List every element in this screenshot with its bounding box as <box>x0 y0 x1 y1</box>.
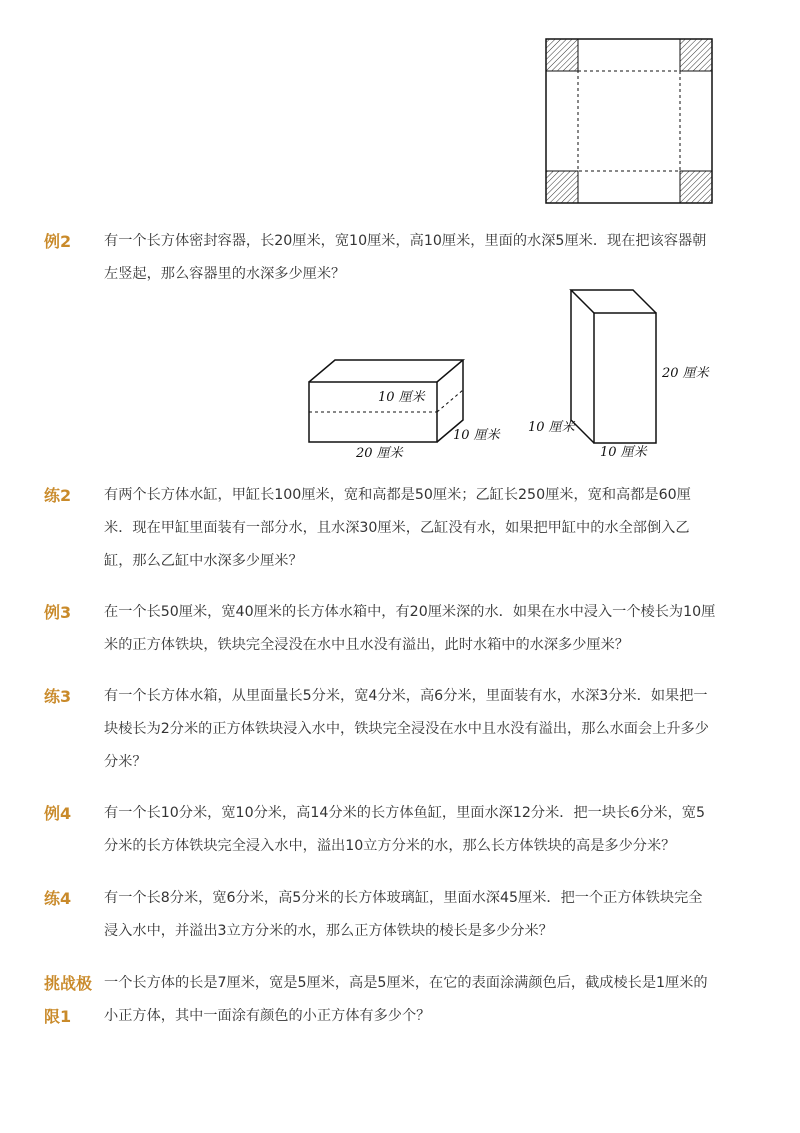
corner-square-tl <box>546 39 578 71</box>
horizontal-box <box>309 360 501 461</box>
box-length-label: 20 厘米 <box>356 446 403 461</box>
problem-text: 一个长方体的长是7厘米，宽是5厘米，高是5厘米，在它的表面涂满颜色后，截成棱长是1厘米的小正方体，其中一面涂有颜色的小正方体有多少个？ <box>104 975 708 1024</box>
problem-tag: 练2 <box>44 486 72 505</box>
corner-square-tr <box>680 39 712 71</box>
box-width-label: 10 厘米 <box>453 428 500 443</box>
problem-text: 有一个长8分米，宽6分米，高5分米的长方体玻璃缸，里面水深45厘米．把一个正方体铁块完全浸入水中，并溢出3立方分米的水，那么正方体铁块的棱长是多少分米？ <box>104 890 703 939</box>
upright-box <box>528 290 710 460</box>
upright-depth-label: 10 厘米 <box>528 420 575 435</box>
problem-tag: 练3 <box>44 687 72 706</box>
box-height-label: 10 厘米 <box>378 390 425 405</box>
sheet-diagram <box>0 0 800 220</box>
problem-text: 在一个长50厘米，宽40厘米的长方体水箱中，有20厘米深的水．如果在水中浸入一个棱长为10厘米的正方体铁块，铁块完全浸没在水中且水没有溢出，此时水箱中的水深多少厘米？ <box>104 604 716 653</box>
corner-square-bl <box>546 171 578 203</box>
problem-text: 有两个长方体水缸，甲缸长100厘米，宽和高都是50厘米；乙缸长250厘米，宽和高都是60厘米．现在甲缸里面装有一部分水，且水深30厘米，乙缸没有水，如果把甲缸中的水全部倒入乙缸，那么乙缸中水深多少厘米？ <box>104 487 691 569</box>
fold-lines <box>578 71 680 171</box>
problem-tag: 例4 <box>44 804 72 823</box>
problem-tag: 练4 <box>44 889 72 908</box>
problem-tag: 例2 <box>44 232 72 251</box>
corner-square-br <box>680 171 712 203</box>
problem-text: 有一个长10分米，宽10分米，高14分米的长方体鱼缸，里面水深12分米．把一块长6分米，宽5分米的长方体铁块完全浸入水中，溢出10立方分米的水，那么长方体铁块的高是多少分米？ <box>104 805 706 854</box>
problem-text: 有一个长方体水箱，从里面量长5分米，宽4分米，高6分米，里面装有水，水深3分米．如果把一块棱长为2分米的正方体铁块浸入水中，铁块完全浸没在水中且水没有溢出，那么水面会上升多少分米？ <box>104 688 709 770</box>
problem-tag: 例3 <box>44 603 72 622</box>
container-diagrams <box>0 285 800 465</box>
upright-height-label: 20 厘米 <box>662 366 709 381</box>
problem-tag: 挑战极限1 <box>44 974 93 1026</box>
problem-text: 有一个长方体密封容器，长20厘米，宽10厘米，高10厘米，里面的水深5厘米．现在把该容器朝左竖起，那么容器里的水深多少厘米？ <box>104 233 707 282</box>
upright-width-label: 10 厘米 <box>600 445 647 460</box>
